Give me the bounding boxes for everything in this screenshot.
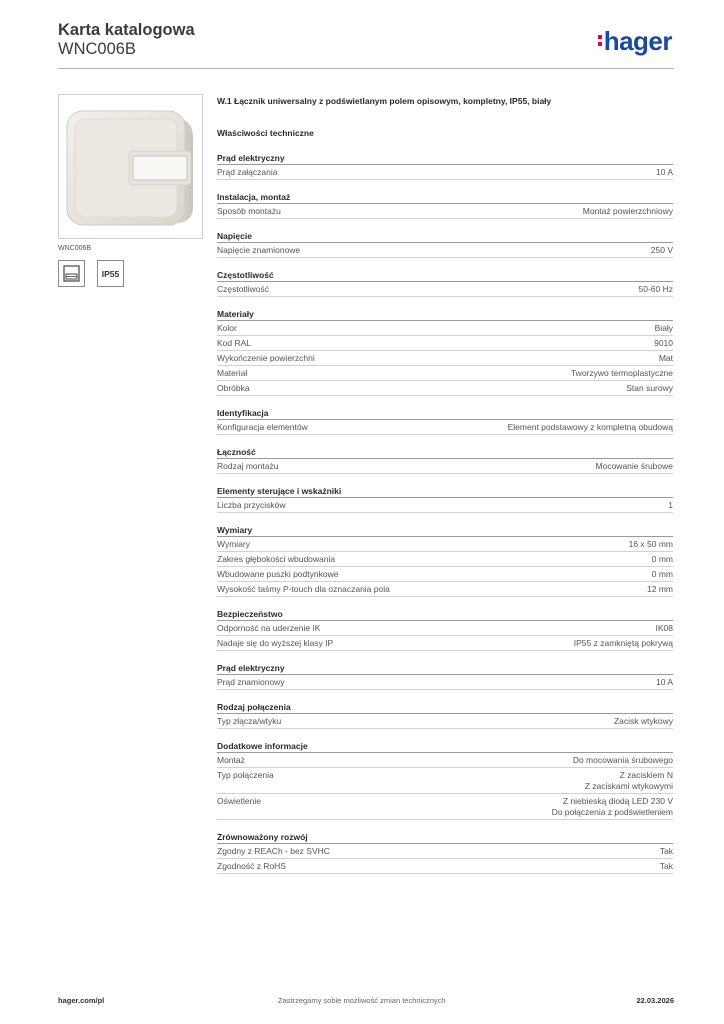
spec-row bbox=[217, 420, 673, 435]
spec-group bbox=[217, 662, 673, 690]
spec-label: Wysokość taśmy P-touch dla oznaczania pola bbox=[217, 584, 390, 594]
spec-row bbox=[217, 351, 673, 366]
spec-value: Stan surowy bbox=[626, 383, 673, 393]
spec-label: Liczba przycisków bbox=[217, 500, 286, 510]
spec-label: Sposób montażu bbox=[217, 206, 281, 216]
spec-value: Tak bbox=[659, 846, 673, 856]
feature-badges bbox=[58, 260, 204, 287]
spec-value: 10 A bbox=[655, 167, 673, 177]
spec-label: Zakres głębokości wbudowania bbox=[217, 554, 336, 564]
spec-group-title: Dodatkowe informacje bbox=[217, 741, 308, 751]
spec-row bbox=[217, 675, 673, 690]
spec-value: Do mocowania śrubowego bbox=[572, 755, 673, 765]
spec-rows bbox=[217, 497, 673, 513]
footer-website-link[interactable]: hager.com/pl bbox=[58, 996, 105, 1005]
spec-rows bbox=[217, 752, 673, 820]
spec-label: Odporność na uderzenie IK bbox=[217, 623, 321, 633]
image-caption: WNC006B bbox=[58, 245, 92, 252]
spec-rows bbox=[217, 203, 673, 219]
spec-value: IP55 z zamkniętą pokrywą bbox=[573, 638, 673, 648]
spec-value: IK08 bbox=[655, 623, 673, 633]
spec-value: 9010 bbox=[654, 338, 673, 348]
spec-value: 1 bbox=[668, 500, 673, 510]
spec-rows bbox=[217, 242, 673, 258]
spec-group-title: Rodzaj połączenia bbox=[217, 702, 291, 712]
spec-value: 50-60 Hz bbox=[638, 284, 673, 294]
spec-group bbox=[217, 485, 673, 513]
flush-box-icon bbox=[58, 260, 85, 287]
spec-groups bbox=[217, 152, 673, 874]
spec-label: Kod RAL bbox=[217, 338, 252, 348]
spec-rows bbox=[217, 320, 673, 396]
spec-rows bbox=[217, 536, 673, 597]
product-sidebar bbox=[58, 94, 204, 287]
spec-group bbox=[217, 524, 673, 597]
specification-column bbox=[217, 95, 673, 874]
spec-group-title: Wymiary bbox=[217, 525, 253, 535]
spec-label: Montaż bbox=[217, 755, 245, 765]
spec-value: Mat bbox=[658, 353, 673, 363]
spec-group bbox=[217, 230, 673, 258]
spec-row bbox=[217, 321, 673, 336]
spec-label: Rodzaj montażu bbox=[217, 461, 279, 471]
spec-group-title: Częstotliwość bbox=[217, 270, 274, 280]
header-divider bbox=[58, 68, 674, 69]
spec-group bbox=[217, 740, 673, 820]
spec-group-title: Materiały bbox=[217, 309, 254, 319]
spec-row bbox=[217, 381, 673, 396]
spec-rows bbox=[217, 713, 673, 729]
spec-group bbox=[217, 608, 673, 651]
spec-row bbox=[217, 165, 673, 180]
spec-label: Prąd załączania bbox=[217, 167, 278, 177]
section-title: Właściwości techniczne bbox=[217, 128, 314, 138]
spec-row bbox=[217, 714, 673, 729]
spec-group-title: Zrównoważony rozwój bbox=[217, 832, 308, 842]
footer-date: 22.03.2026 bbox=[636, 996, 674, 1005]
product-image bbox=[58, 94, 203, 239]
spec-row bbox=[217, 859, 673, 874]
spec-value: 250 V bbox=[650, 245, 673, 255]
page-header bbox=[58, 20, 674, 70]
spec-value: 0 mm bbox=[651, 554, 673, 564]
spec-label: Oświetlenie bbox=[217, 796, 261, 806]
spec-value: Tworzywo termoplastyczne bbox=[570, 368, 673, 378]
spec-row bbox=[217, 567, 673, 582]
spec-group bbox=[217, 308, 673, 396]
spec-row bbox=[217, 621, 673, 636]
ip55-badge: IP55 bbox=[97, 260, 124, 287]
spec-label: Częstotliwość bbox=[217, 284, 269, 294]
spec-group-title: Napięcie bbox=[217, 231, 252, 241]
spec-label: Zgodność z RoHS bbox=[217, 861, 286, 871]
spec-label: Kolor bbox=[217, 323, 237, 333]
spec-row bbox=[217, 204, 673, 219]
spec-group-title: Łączność bbox=[217, 447, 256, 457]
logo-text: hager bbox=[603, 26, 672, 56]
spec-group bbox=[217, 407, 673, 435]
spec-label: Wykończenie powierzchni bbox=[217, 353, 315, 363]
spec-label: Konfiguracja elementów bbox=[217, 422, 308, 432]
spec-row bbox=[217, 582, 673, 597]
spec-value: 16 x 50 mm bbox=[628, 539, 673, 549]
spec-value: Z niebieską diodą LED 230 V Do połączenia z podświetleniem bbox=[551, 796, 673, 817]
spec-rows bbox=[217, 164, 673, 180]
logo-dots-icon bbox=[598, 32, 602, 49]
spec-label: Materiał bbox=[217, 368, 248, 378]
spec-rows bbox=[217, 419, 673, 435]
spec-value: 10 A bbox=[655, 677, 673, 687]
spec-value: Biały bbox=[654, 323, 673, 333]
spec-group bbox=[217, 152, 673, 180]
spec-row bbox=[217, 537, 673, 552]
document-title: Karta katalogowa bbox=[58, 21, 195, 39]
spec-value: Zacisk wtykowy bbox=[613, 716, 673, 726]
spec-label: Prąd znamionowy bbox=[217, 677, 285, 687]
spec-row bbox=[217, 753, 673, 768]
spec-group-title: Elementy sterujące i wskaźniki bbox=[217, 486, 342, 496]
spec-value: Montaż powierzchniowy bbox=[582, 206, 673, 216]
spec-value: 12 mm bbox=[647, 584, 673, 594]
spec-row bbox=[217, 794, 673, 820]
spec-group-title: Identyfikacja bbox=[217, 408, 269, 418]
product-code: WNC006B bbox=[58, 40, 136, 58]
product-description: W.1 Łącznik uniwersalny z podświetlanym polem opisowym, kompletny, IP55, biały bbox=[217, 96, 552, 106]
spec-rows bbox=[217, 674, 673, 690]
hager-logo[interactable] bbox=[598, 26, 672, 57]
spec-group-title: Instalacja, montaż bbox=[217, 192, 291, 202]
spec-value: Z zaciskiem N Z zaciskami wtykowymi bbox=[584, 770, 673, 791]
spec-label: Obróbka bbox=[217, 383, 250, 393]
spec-row bbox=[217, 844, 673, 859]
spec-group bbox=[217, 191, 673, 219]
spec-group-title: Prąd elektryczny bbox=[217, 663, 285, 673]
spec-rows bbox=[217, 281, 673, 297]
spec-rows bbox=[217, 620, 673, 651]
spec-value: 0 mm bbox=[651, 569, 673, 579]
spec-group bbox=[217, 446, 673, 474]
spec-label: Nadaje się do wyższej klasy IP bbox=[217, 638, 334, 648]
spec-rows bbox=[217, 458, 673, 474]
spec-group bbox=[217, 831, 673, 874]
spec-label: Wymiary bbox=[217, 539, 250, 549]
spec-group-title: Bezpieczeństwo bbox=[217, 609, 283, 619]
spec-row bbox=[217, 636, 673, 651]
spec-label: Zgodny z REACh - bez SVHC bbox=[217, 846, 330, 856]
spec-label: Typ połączenia bbox=[217, 770, 274, 780]
spec-group bbox=[217, 269, 673, 297]
spec-row bbox=[217, 498, 673, 513]
spec-value: Element podstawowy z kompletną obudową bbox=[507, 422, 673, 432]
spec-row bbox=[217, 552, 673, 567]
spec-group-title: Prąd elektryczny bbox=[217, 153, 285, 163]
spec-label: Typ złącza/wtyku bbox=[217, 716, 282, 726]
spec-row bbox=[217, 243, 673, 258]
spec-value: Tak bbox=[659, 861, 673, 871]
footer-disclaimer: Zastrzegamy sobie możliwość zmian technicznych bbox=[278, 996, 446, 1005]
spec-label: Napięcie znamionowe bbox=[217, 245, 301, 255]
spec-row bbox=[217, 768, 673, 794]
spec-row bbox=[217, 282, 673, 297]
spec-value: Mocowanie śrubowe bbox=[595, 461, 673, 471]
spec-group bbox=[217, 701, 673, 729]
spec-row bbox=[217, 336, 673, 351]
spec-row bbox=[217, 459, 673, 474]
spec-row bbox=[217, 366, 673, 381]
spec-rows bbox=[217, 843, 673, 874]
spec-label: Wbudowane puszki podtynkowe bbox=[217, 569, 339, 579]
